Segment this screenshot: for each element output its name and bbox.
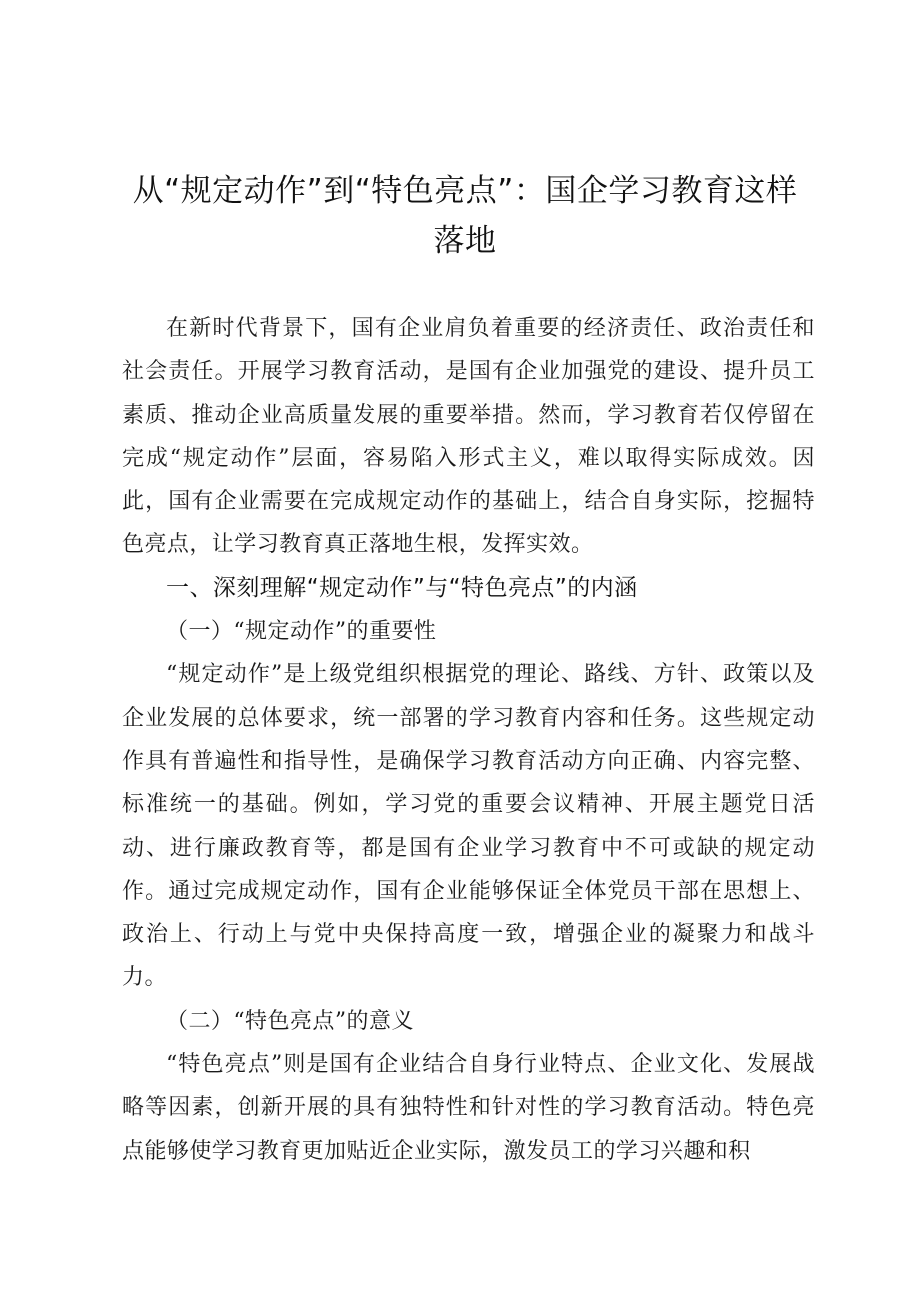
intro-paragraph: 在新时代背景下，国有企业肩负着重要的经济责任、政治责任和社会责任。开展学习教育活动，是国有企业加强党的建设、提升员工素质、推动企业高质量发展的重要举措。然而，学习教育若仅停留在完成“规定动作”层面，容易陷入形式主义，难以取得实际成效。因此，国有企业需要在完成规定动作的基础上，结合自身实际，挖掘特色亮点，让学习教育真正落地生根，发挥实效。 (122, 316, 815, 558)
document-title: 从“规定动作”到“特色亮点”：国企学习教育这样落地 (132, 173, 798, 259)
subsection-heading-2: （二）“特色亮点”的意义 (166, 1008, 414, 1034)
document-body (122, 307, 815, 1173)
subsection-paragraph-2: “特色亮点”则是国有企业结合自身行业特点、企业文化、发展战略等因素，创新开展的具有独特性和针对性的学习教育活动。特色亮点能够使学习教育更加贴近企业实际，激发员工的学习兴趣和积 (122, 1052, 815, 1164)
subsection-heading-1: （一）“规定动作”的重要性 (166, 619, 437, 645)
subsection-paragraph-1: “规定动作”是上级党组织根据党的理论、路线、方针、政策以及企业发展的总体要求，统一部署的学习教育内容和任务。这些规定动作具有普遍性和指导性，是确保学习教育活动方向正确、内容完整、标准统一的基础。例如，学习党的重要会议精神、开展主题党日活动、进行廉政教育等，都是国有企业学习教育中不可或缺的规定动作。通过完成规定动作，国有企业能够保证全体党员干部在思想上、政治上、行动上与党中央保持高度一致，增强企业的凝聚力和战斗力。 (122, 662, 815, 991)
section-heading: 一、深刻理解“规定动作”与“特色亮点”的内涵 (166, 574, 638, 601)
